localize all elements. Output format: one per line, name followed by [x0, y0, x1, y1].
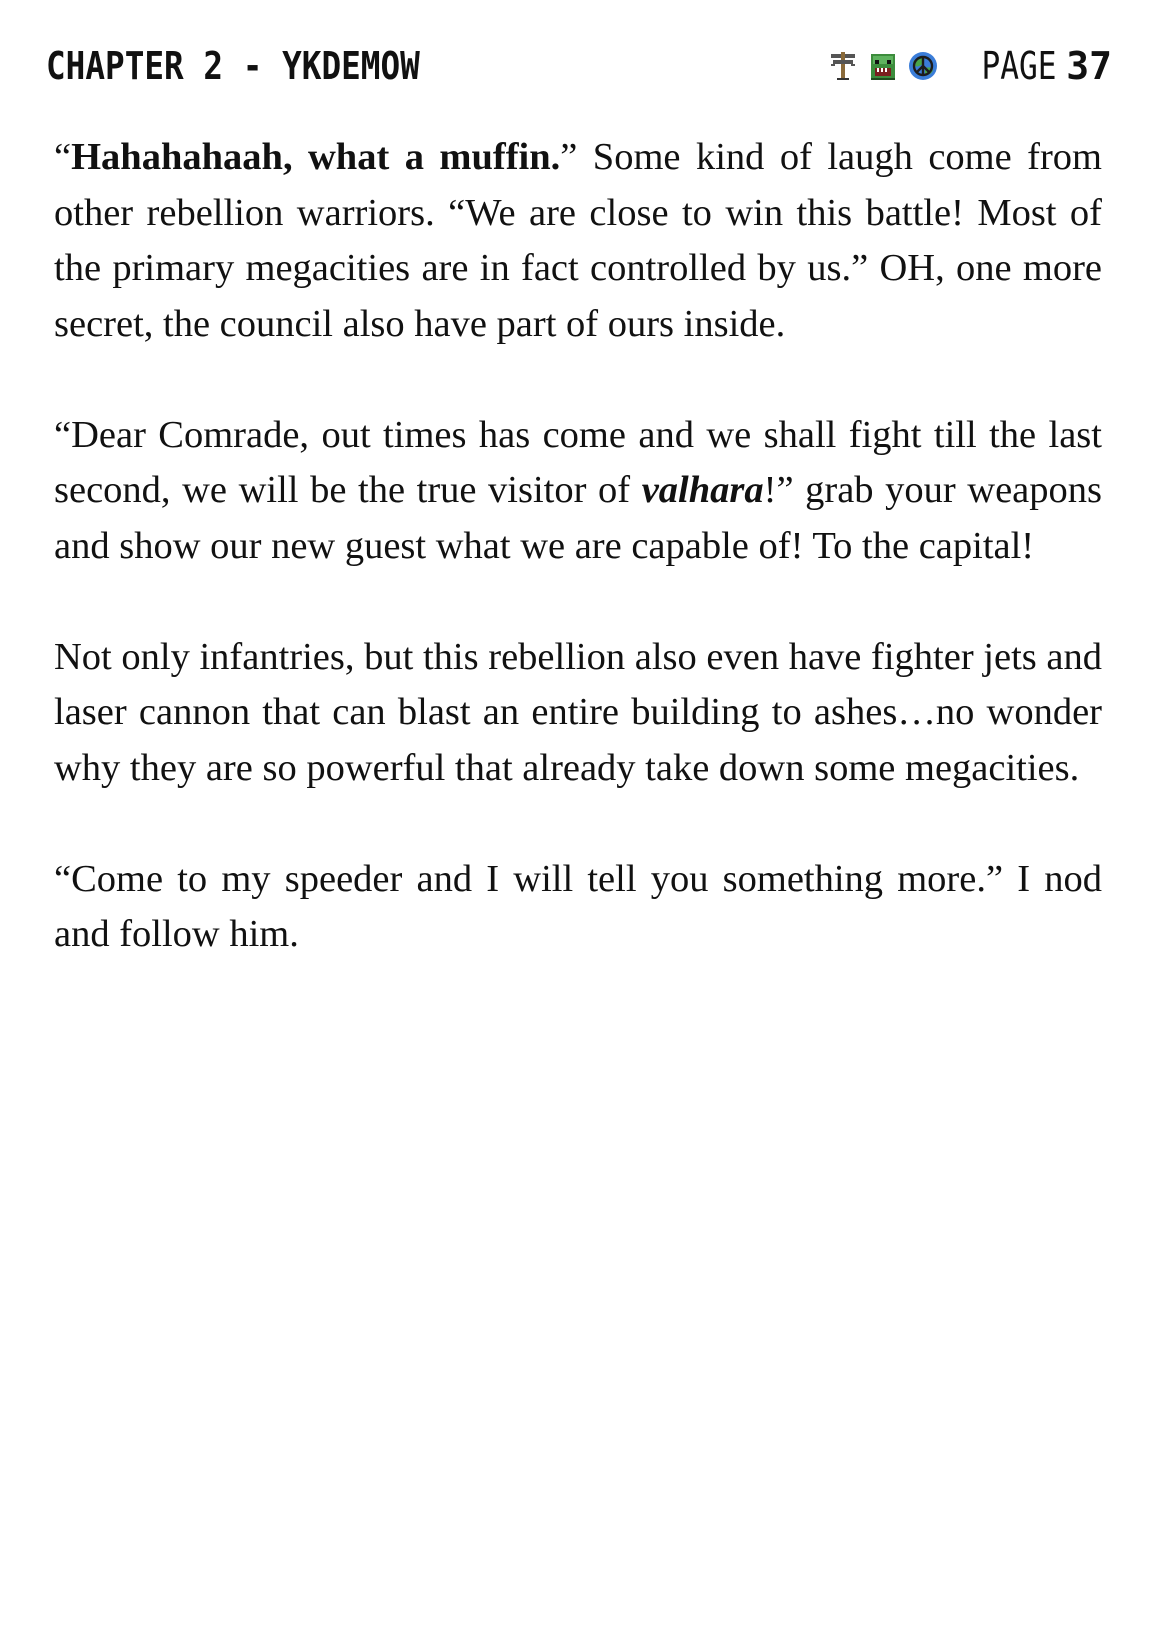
paragraph-1 [54, 130, 1102, 352]
page-number: 37 [1066, 44, 1112, 88]
chapter-body [54, 130, 1102, 1018]
green-creature-icon [867, 50, 899, 82]
peace-globe-icon [907, 50, 939, 82]
header-right [827, 44, 1112, 88]
paragraph-2-text-b: !” grab your weapons and show our new guest what we are capable of! To the capital! [54, 469, 1102, 567]
bold-laugh: Hahahahaah, what a muffin. [71, 136, 561, 178]
header-icons [827, 50, 939, 82]
paragraph-1-text: ” Some kind of laugh come from other rebellion warriors. “We are close to win this battle! Most of the primary megacities are in fact controlled by us.” OH, one more secret, the council also have part of ours inside. [54, 136, 1102, 345]
valhara-emphasis: valhara [641, 469, 764, 511]
open-quote: “ [54, 136, 72, 178]
paragraph-2 [54, 408, 1102, 575]
paragraph-2-text-a: “Dear Comrade, out times has come and we shall fight till the last second, we will be the true visitor of [54, 413, 1102, 511]
paragraph-4: “Come to my speeder and I will tell you something more.” I nod and follow him. [54, 857, 1102, 955]
chapter-title: CHAPTER 2 - YKDEMOW [46, 44, 420, 88]
page-label: PAGE [981, 44, 1057, 88]
paragraph-3: Not only infantries, but this rebellion also even have fighter jets and laser cannon that can blast an entire building to ashes…no wonder why they are so powerful that already take down some megacities. [54, 635, 1102, 789]
pickaxe-signpost-icon [827, 50, 859, 82]
page-header [46, 40, 1112, 92]
